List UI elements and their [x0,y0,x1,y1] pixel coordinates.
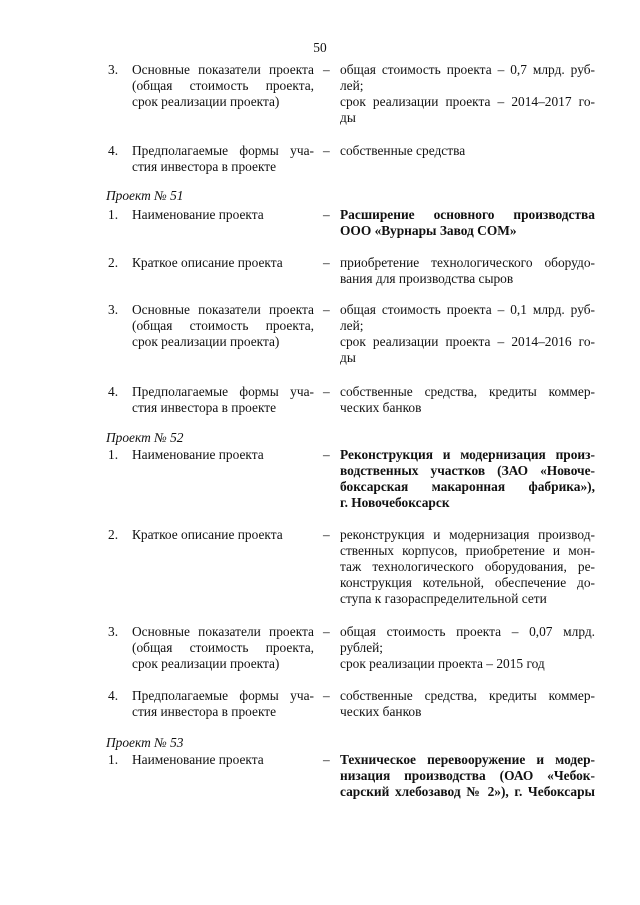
row-number: 4. [108,143,119,158]
row-number: 1. [108,207,119,222]
row-value: общая стоимость проекта – 0,1 млрд. руб- лей; срок реализации проекта – 2014–2016 го- ды [340,302,595,365]
row-label: Краткое описание проекта [132,527,283,542]
row-value: реконструкция и модернизация производ- ственных корпусов, приобретение и мон- таж технологического оборудования, ре- конструкция котельной, обеспечение до- ступа к газораспределительной сети [340,527,595,606]
row-number: 1. [108,752,119,767]
row-label: Наименование проекта [132,207,264,222]
page-number: 50 [313,40,327,55]
row-value: Реконструкция и модернизация произ- водственных участков (ЗАО «Новоче- боксарская макаронная фабрика»), г. Новочебоксарск [340,447,595,510]
row-number: 2. [108,255,119,270]
row-label: Краткое описание проекта [132,255,283,270]
row-dash: – [323,62,330,77]
row-number: 3. [108,62,119,77]
row-dash: – [323,527,330,542]
row-number: 4. [108,384,119,399]
row-label: Предполагаемые формы уча- стия инвестора в проекте [132,384,314,415]
row-dash: – [323,255,330,270]
row-dash: – [323,752,330,767]
row-value: приобретение технологического оборудо- вания для производства сыров [340,255,595,286]
row-number: 3. [108,302,119,317]
row-dash: – [323,688,330,703]
row-dash: – [323,143,330,158]
row-label: Предполагаемые формы уча- стия инвестора в проекте [132,688,314,719]
row-dash: – [323,384,330,399]
row-dash: – [323,302,330,317]
row-value: общая стоимость проекта – 0,7 млрд. руб- лей; срок реализации проекта – 2014–2017 го- ды [340,62,595,125]
project-heading: Проект № 51 [106,188,184,203]
row-number: 1. [108,447,119,462]
row-label: Предполагаемые формы уча- стия инвестора в проекте [132,143,314,174]
project-heading: Проект № 53 [106,735,184,750]
row-value: Расширение основного производства ООО «Вурнары Завод СОМ» [340,207,595,238]
row-label: Основные показатели проекта (общая стоимость проекта, срок реализации проекта) [132,302,314,349]
row-value: собственные средства [340,143,466,158]
row-label: Основные показатели проекта (общая стоимость проекта, срок реализации проекта) [132,62,314,109]
row-label: Наименование проекта [132,752,264,767]
row-dash: – [323,447,330,462]
row-dash: – [323,624,330,639]
row-dash: – [323,207,330,222]
project-heading: Проект № 52 [106,430,184,445]
row-label: Наименование проекта [132,447,264,462]
row-number: 2. [108,527,119,542]
row-number: 3. [108,624,119,639]
row-number: 4. [108,688,119,703]
row-value: собственные средства, кредиты коммер- ческих банков [340,384,595,415]
row-value: собственные средства, кредиты коммер- ческих банков [340,688,595,719]
row-label: Основные показатели проекта (общая стоимость проекта, срок реализации проекта) [132,624,314,671]
row-value: Техническое перевооружение и модер- низация производства (ОАО «Чебок- сарский хлебозавод № 2»), г. Чебоксары [340,752,595,799]
row-value: общая стоимость проекта – 0,07 млрд. рублей; срок реализации проекта – 2015 год [340,624,595,671]
